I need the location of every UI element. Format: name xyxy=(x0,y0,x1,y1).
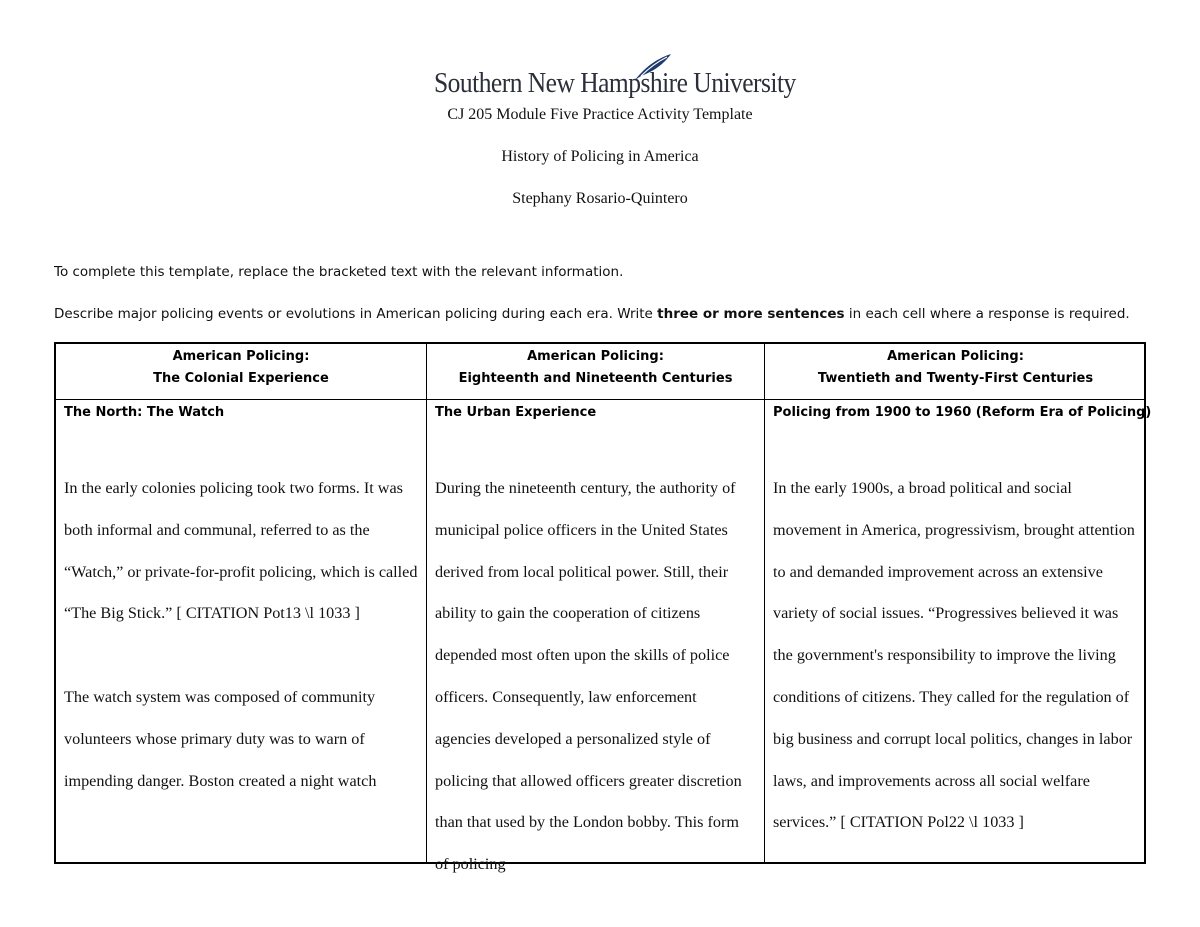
cell-subheading: Policing from 1900 to 1960 (Reform Era of Policing) xyxy=(773,405,1152,420)
header-line: The Colonial Experience xyxy=(153,371,329,386)
cell-paragraph: In the early 1900s, a broad political and social movement in America, progressivism, brought attention to and demanded improvement across an extensive variety of social issues. “Progressives believed it was the government's responsibility to improve the living conditions of citizens. They called for the regulation of big business and corrupt local politics, changes in labor laws, and improvements across all social welfare services.” [ CITATION Pol22 \l 1033 ] xyxy=(773,479,1135,832)
column-header-18th-19th xyxy=(427,344,764,400)
header-line: Twentieth and Twenty-First Centuries xyxy=(817,371,1094,386)
instruction-line-1: To complete this template, replace the bracketed text with the relevant information. xyxy=(54,264,624,280)
cell-body xyxy=(64,468,418,803)
header-line: American Policing: xyxy=(887,349,1024,364)
column-header-colonial xyxy=(56,344,426,400)
cell-body xyxy=(773,468,1138,844)
header-line: American Policing: xyxy=(172,349,310,364)
cell-paragraph: In the early colonies policing took two forms. It was both informal and communal, referred to as the “Watch,” or private-for-profit policing, which is called “The Big Stick.” [ CITATION Pot13 \l 1033 ] xyxy=(64,479,418,623)
policing-eras-table xyxy=(54,342,1152,874)
cell-colonial xyxy=(56,401,426,862)
instruction-line-2 xyxy=(54,305,1154,323)
cell-reform-era xyxy=(765,401,1152,862)
cell-body xyxy=(435,468,756,886)
author-name: Stephany Rosario-Quintero xyxy=(512,190,688,207)
cell-subheading: The North: The Watch xyxy=(64,405,225,420)
cell-subheading: The Urban Experience xyxy=(435,405,597,420)
header-line: American Policing: xyxy=(527,349,664,364)
header-line: Eighteenth and Nineteenth Centuries xyxy=(458,371,733,386)
cell-paragraph: The watch system was composed of community volunteers whose primary duty was to warn of impending danger. Boston created a night watch xyxy=(64,688,377,790)
logo-wordmark: Southern New Hampshire University xyxy=(434,67,796,99)
quill-leaf-icon xyxy=(631,52,673,82)
cell-paragraph: During the nineteenth century, the authority of municipal police officers in the United States derived from local political power. Still, their ability to gain the cooperation of citizens depended most often upon the skills of police officers. Consequently, law enforcement agencies developed a personalized style of policing that allowed officers greater discretion than that used by the London bobby. This form of policing xyxy=(435,479,742,874)
instruction-emphasis: three or more sentences xyxy=(657,306,845,322)
document-topic: History of Policing in America xyxy=(501,148,699,165)
column-header-20th-21st xyxy=(765,344,1146,400)
university-logo xyxy=(434,52,796,102)
instruction-text-end: in each cell where a response is required. xyxy=(844,306,1130,322)
instruction-text: Describe major policing events or evolutions in American policing during each era. Write xyxy=(54,306,658,322)
course-title: CJ 205 Module Five Practice Activity Template xyxy=(447,106,753,123)
cell-urban xyxy=(427,401,764,874)
